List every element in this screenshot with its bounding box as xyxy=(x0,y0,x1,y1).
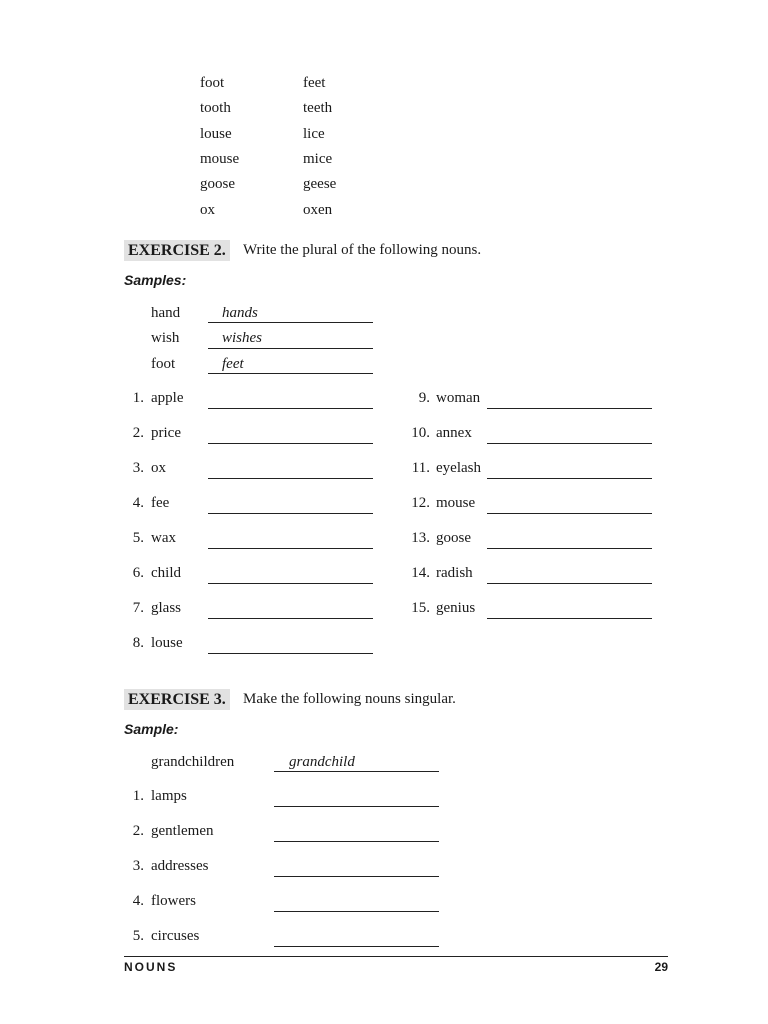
item-word: flowers xyxy=(151,893,196,909)
exercise2-heading: EXERCISE 2. xyxy=(124,240,230,261)
item-number: 5. xyxy=(132,928,144,944)
table-singular: foot xyxy=(200,75,225,91)
item-number: 15. xyxy=(411,600,430,616)
answer-line xyxy=(208,373,373,374)
table-plural: mice xyxy=(303,151,333,167)
item-number: 11. xyxy=(411,460,430,476)
answer-line[interactable] xyxy=(208,478,373,479)
item-word: radish xyxy=(436,565,473,581)
table-singular: louse xyxy=(200,126,232,142)
sample-answer: hands xyxy=(222,305,258,321)
footer-page-number: 29 xyxy=(654,960,668,974)
item-number: 14. xyxy=(411,565,430,581)
answer-line[interactable] xyxy=(274,841,439,842)
answer-line[interactable] xyxy=(274,911,439,912)
item-number: 7. xyxy=(132,600,144,616)
table-plural: oxen xyxy=(303,202,333,218)
answer-line[interactable] xyxy=(208,618,373,619)
table-singular: ox xyxy=(200,202,215,218)
item-word: price xyxy=(151,425,181,441)
sample-answer: feet xyxy=(222,356,244,372)
item-word: mouse xyxy=(436,495,476,511)
answer-line[interactable] xyxy=(487,583,652,584)
item-word: wax xyxy=(151,530,176,546)
answer-line[interactable] xyxy=(208,513,373,514)
answer-line[interactable] xyxy=(487,513,652,514)
item-number: 2. xyxy=(132,823,144,839)
item-word: woman xyxy=(436,390,481,406)
item-number: 1. xyxy=(132,788,144,804)
item-number: 4. xyxy=(132,495,144,511)
answer-line[interactable] xyxy=(208,408,373,409)
item-word: glass xyxy=(151,600,181,616)
table-plural: lice xyxy=(303,126,325,142)
answer-line[interactable] xyxy=(274,806,439,807)
item-number: 4. xyxy=(132,893,144,909)
item-number: 1. xyxy=(132,390,144,406)
footer-section-title: NOUNS xyxy=(124,960,178,974)
answer-line[interactable] xyxy=(487,618,652,619)
exercise3-heading: EXERCISE 3. xyxy=(124,689,230,710)
item-number: 5. xyxy=(132,530,144,546)
item-word: gentlemen xyxy=(151,823,214,839)
item-word: lamps xyxy=(151,788,187,804)
sample-answer: wishes xyxy=(222,330,263,346)
item-word: fee xyxy=(151,495,170,511)
answer-line[interactable] xyxy=(487,548,652,549)
answer-line[interactable] xyxy=(274,876,439,877)
answer-line[interactable] xyxy=(487,478,652,479)
sample-word: grandchildren xyxy=(151,754,235,770)
item-word: eyelash xyxy=(436,460,481,476)
item-word: addresses xyxy=(151,858,209,874)
exercise2-instruction: Write the plural of the following nouns. xyxy=(243,242,482,258)
exercise2-samples-label: Samples: xyxy=(124,272,187,288)
item-word: genius xyxy=(436,600,476,616)
item-number: 2. xyxy=(132,425,144,441)
item-word: ox xyxy=(151,460,166,476)
answer-line[interactable] xyxy=(208,548,373,549)
exercise3-sample-label: Sample: xyxy=(124,721,179,737)
answer-line xyxy=(274,771,439,772)
sample-answer: grandchild xyxy=(289,754,355,770)
item-number: 3. xyxy=(132,858,144,874)
item-number: 3. xyxy=(132,460,144,476)
table-singular: mouse xyxy=(200,151,240,167)
answer-line[interactable] xyxy=(208,583,373,584)
answer-line[interactable] xyxy=(487,408,652,409)
sample-word: wish xyxy=(151,330,180,346)
answer-line[interactable] xyxy=(208,653,373,654)
exercise3-instruction: Make the following nouns singular. xyxy=(243,691,456,707)
item-number: 13. xyxy=(411,530,430,546)
answer-line[interactable] xyxy=(208,443,373,444)
item-word: apple xyxy=(151,390,184,406)
answer-line[interactable] xyxy=(487,443,652,444)
sample-word: hand xyxy=(151,305,181,321)
item-word: goose xyxy=(436,530,471,546)
table-plural: teeth xyxy=(303,100,333,116)
answer-line xyxy=(208,348,373,349)
item-number: 10. xyxy=(411,425,430,441)
table-singular: tooth xyxy=(200,100,231,116)
item-number: 6. xyxy=(132,565,144,581)
item-number: 12. xyxy=(411,495,430,511)
sample-word: foot xyxy=(151,356,176,372)
table-plural: geese xyxy=(303,176,337,192)
item-word: annex xyxy=(436,425,472,441)
table-singular: goose xyxy=(200,176,235,192)
table-plural: feet xyxy=(303,75,326,91)
item-number: 9. xyxy=(418,390,430,406)
item-word: louse xyxy=(151,635,183,651)
item-word: child xyxy=(151,565,181,581)
answer-line xyxy=(208,322,373,323)
footer-rule xyxy=(124,956,668,957)
answer-line[interactable] xyxy=(274,946,439,947)
item-number: 8. xyxy=(132,635,144,651)
item-word: circuses xyxy=(151,928,200,944)
